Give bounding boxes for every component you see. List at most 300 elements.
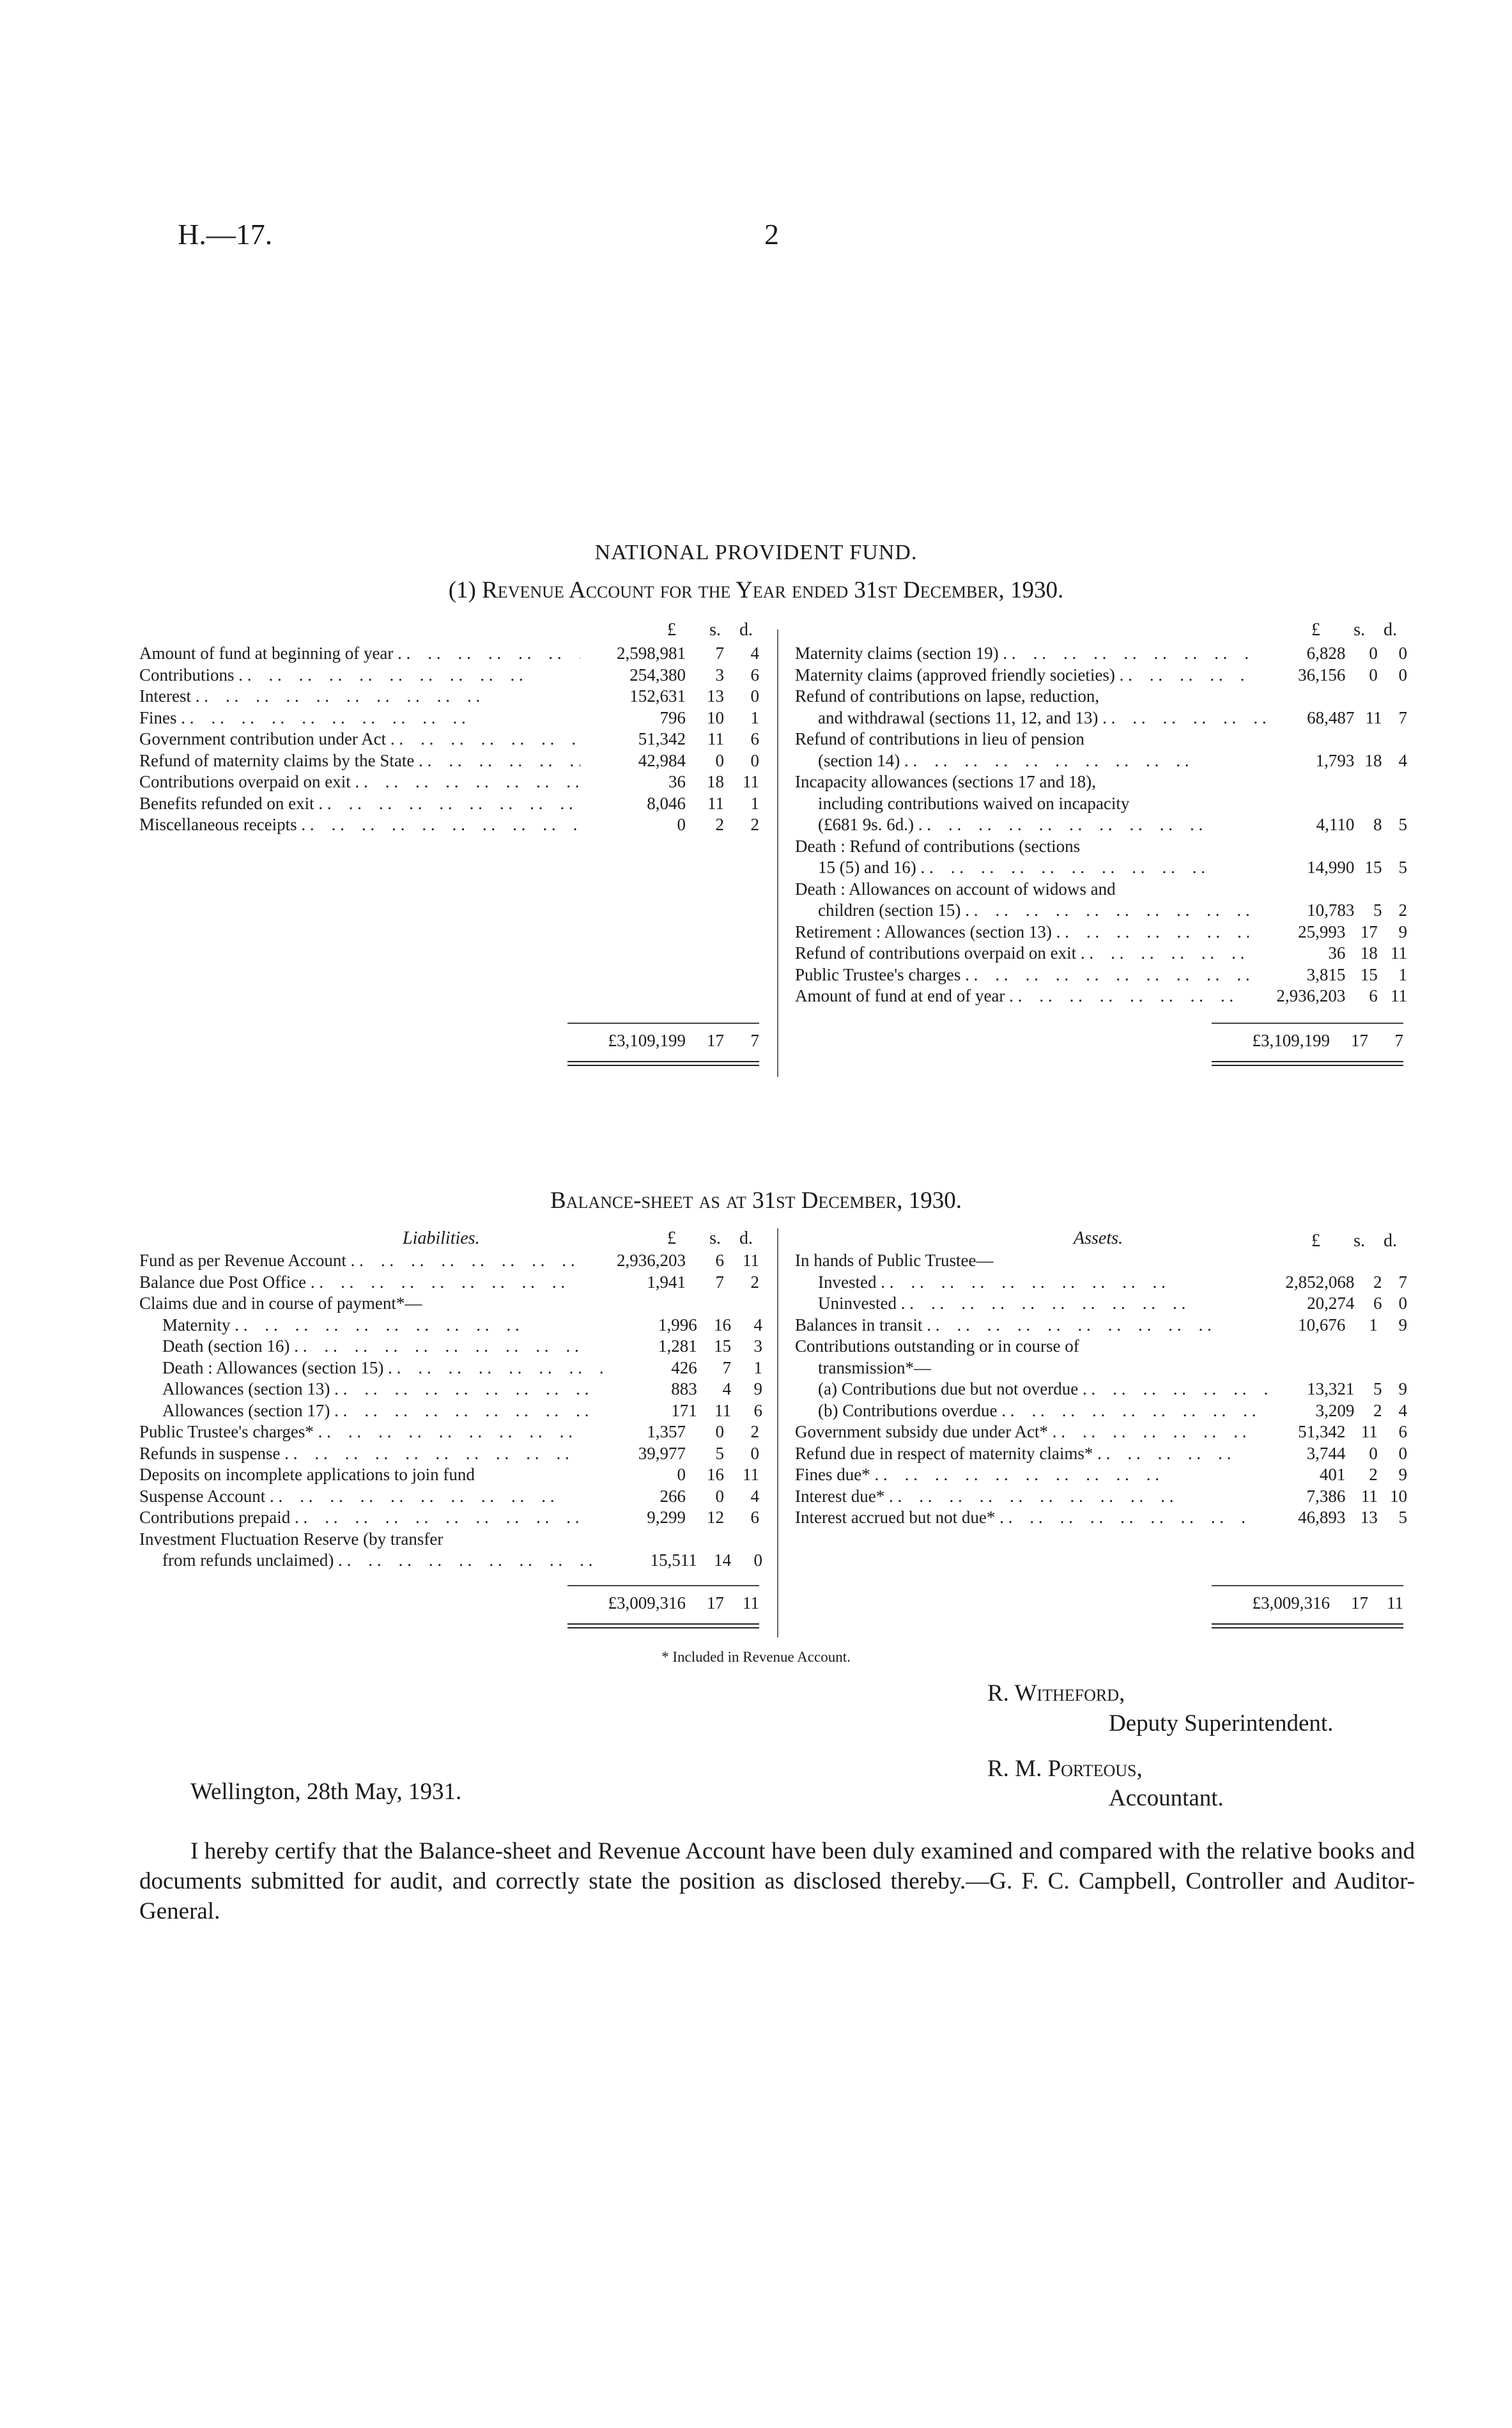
row-label: Retirement : Allowances (section 13) . . [795, 922, 1249, 943]
pounds-cell: 1,996 [658, 1315, 697, 1334]
pence-cell: 11 [743, 1251, 759, 1270]
balance-divider [777, 1228, 778, 1637]
table-row [795, 836, 1407, 858]
row-label: Refund due in respect of maternity claims* . . [795, 1443, 1249, 1465]
auditor-certification: I hereby certify that the Balance-sheet and Revenue Account have been duly examined and compared with the relative books and documents submitted for audit, and correctly state the position as disclosed thereby.—G. F. C. Campbell, Controller and Auditor-General. [139, 1838, 1415, 1924]
shillings-cell [1345, 771, 1377, 793]
revenue-left-total-rule [567, 1023, 759, 1024]
pounds-cell: 13,321 [1307, 1379, 1355, 1398]
row-label: Balance due Post Office . . [139, 1272, 580, 1294]
table-row [139, 771, 762, 793]
pounds-cell: 8,046 [647, 793, 686, 813]
pounds-cell [1249, 771, 1345, 793]
pound-header: £ [667, 620, 676, 640]
pence-cell: 7 [1398, 708, 1408, 727]
shillings-cell: 4 [722, 1379, 732, 1398]
pence-cell: 6 [1398, 1422, 1407, 1441]
row-label: Contributions . . [139, 665, 580, 686]
total-shillings: 17 [707, 1031, 724, 1050]
pounds-cell: 1,281 [658, 1336, 697, 1356]
pence-cell: 9 [1398, 1379, 1408, 1398]
pence-cell: 0 [1398, 1443, 1407, 1463]
pounds-cell: 42,984 [638, 750, 686, 770]
table-row [795, 922, 1407, 943]
pence-cell: 1 [753, 1357, 762, 1377]
shillings-cell: 0 [715, 750, 724, 770]
revenue-right-currency-header [1256, 620, 1403, 640]
pence-cell [1378, 879, 1407, 901]
row-label: Interest due* . . [795, 1486, 1249, 1508]
pence-cell: 5 [1398, 815, 1408, 834]
liabilities-heading: Liabilities. [403, 1228, 480, 1248]
pence-cell [724, 1529, 759, 1550]
shilling-header: s. [1354, 620, 1365, 640]
table-row [795, 1272, 1407, 1294]
pence-cell: 11 [1391, 986, 1407, 1005]
row-label: Deposits on incomplete applications to join fund [139, 1465, 475, 1484]
pounds-cell: 171 [671, 1400, 697, 1420]
pounds-cell: 14,990 [1307, 858, 1355, 877]
shillings-cell: 11 [1361, 1422, 1378, 1441]
row-label: Refund of contributions in lieu of pension [795, 729, 1084, 748]
signature-2-title: Accountant. [1109, 1785, 1224, 1811]
table-row [139, 708, 762, 729]
pounds-cell [1249, 686, 1345, 708]
revenue-left-total-double-rule [567, 1061, 759, 1066]
row-label: Fund as per Revenue Account . . [139, 1250, 580, 1272]
pounds-cell: 68,487 [1307, 708, 1355, 727]
shillings-cell: 5 [1373, 1379, 1382, 1398]
pence-cell: 0 [1398, 665, 1407, 684]
pounds-cell: 1,357 [647, 1422, 686, 1441]
pence-cell [724, 1293, 759, 1315]
balance-right-currency-header [1256, 1231, 1403, 1251]
row-label: Fines . . [139, 708, 580, 729]
pence-cell: 9 [1398, 922, 1407, 941]
pence-cell: 0 [750, 750, 759, 770]
table-row [795, 1486, 1407, 1508]
total-shillings: 17 [707, 1593, 724, 1612]
assets-total [1212, 1593, 1407, 1614]
shillings-cell: 2 [1373, 1272, 1382, 1292]
row-label: Amount of fund at end of year . . [795, 986, 1249, 1007]
shillings-cell [1345, 686, 1377, 708]
pounds-cell [1272, 793, 1354, 815]
pounds-cell: 796 [660, 708, 686, 727]
row-label: Contributions prepaid . . [139, 1507, 580, 1529]
pence-cell: 10 [1390, 1486, 1407, 1506]
signature-1-name: R. Witheford, [987, 1680, 1125, 1706]
pence-cell: 11 [743, 772, 759, 791]
assets-heading: Assets. [1074, 1228, 1123, 1248]
row-label: Public Trustee's charges* . . [139, 1421, 580, 1443]
pounds-cell: 51,342 [638, 729, 686, 748]
row-label: Death (section 16) . . [139, 1336, 603, 1357]
total-shillings: 17 [1351, 1031, 1368, 1050]
row-label: Interest accrued but not due* . . [795, 1507, 1249, 1529]
table-row [139, 1272, 762, 1294]
balance-left-total-double-rule [567, 1623, 759, 1628]
table-row [795, 686, 1407, 708]
shillings-cell: 13 [1360, 1508, 1378, 1527]
revenue-right-total-rule [1212, 1023, 1403, 1024]
pounds-cell: 46,893 [1298, 1508, 1346, 1527]
pence-cell: 1 [750, 793, 759, 813]
pence-header: d. [1384, 620, 1397, 640]
shillings-cell [686, 1293, 724, 1315]
pence-cell: 4 [750, 1486, 759, 1506]
table-row [795, 708, 1407, 729]
pence-cell: 6 [750, 1508, 759, 1527]
pound-header: £ [667, 1228, 676, 1248]
place-date: Wellington, 28th May, 1931. [190, 1779, 462, 1805]
revenue-account-heading: (1) Revenue Account for the Year ended 31st December, 1930. [448, 577, 1064, 603]
table-row [139, 750, 762, 772]
shillings-cell: 18 [707, 772, 724, 791]
shillings-cell [1345, 879, 1377, 901]
pounds-cell: 3,815 [1306, 964, 1346, 984]
pounds-cell: 0 [677, 815, 686, 834]
row-label: (£681 9s. 6d.) . . [795, 814, 1272, 836]
shillings-cell [1354, 1357, 1382, 1379]
signature-2-name: R. M. Porteous, [987, 1756, 1143, 1782]
shillings-cell: 13 [707, 686, 724, 706]
shillings-cell: 10 [707, 708, 724, 727]
shillings-cell: 16 [707, 1465, 724, 1484]
shillings-cell [686, 1529, 724, 1550]
shillings-cell: 18 [1360, 943, 1378, 963]
shillings-cell: 3 [715, 665, 724, 684]
pence-cell: 0 [750, 686, 759, 706]
row-label: In hands of Public Trustee— [795, 1251, 994, 1270]
row-label: Contributions outstanding or in course of [795, 1336, 1079, 1356]
table-row [795, 1293, 1407, 1315]
pence-cell: 2 [750, 815, 759, 834]
pence-cell: 0 [1398, 644, 1407, 663]
pounds-cell: 51,342 [1298, 1422, 1346, 1441]
pounds-cell: 25,993 [1298, 922, 1346, 941]
row-label: Amount of fund at beginning of year . . [139, 643, 580, 665]
shillings-cell: 0 [1369, 1443, 1378, 1463]
pence-cell: 0 [1398, 1294, 1408, 1313]
shilling-header: s. [1354, 1231, 1365, 1251]
row-label: Miscellaneous receipts . . [139, 814, 580, 836]
pounds-cell: 4,110 [1316, 815, 1355, 834]
shillings-cell [1345, 1336, 1377, 1357]
shillings-cell: 15 [1360, 964, 1378, 984]
table-row [139, 729, 762, 750]
pence-cell [1378, 836, 1407, 858]
table-row [795, 1464, 1407, 1486]
pounds-cell: 3,744 [1306, 1443, 1346, 1463]
shillings-cell: 17 [1360, 922, 1378, 941]
table-row [795, 857, 1407, 879]
pence-cell [1378, 686, 1407, 708]
row-label: Government contribution under Act . . [139, 729, 580, 750]
shillings-cell: 0 [715, 1486, 724, 1506]
shillings-cell: 15 [714, 1336, 732, 1356]
row-label: Allowances (section 13) . . [139, 1379, 603, 1400]
pounds-cell: 10,783 [1307, 901, 1355, 920]
row-label: from refunds unclaimed) . . [139, 1550, 603, 1572]
pence-cell: 4 [1398, 750, 1408, 770]
table-row [795, 814, 1407, 836]
shillings-cell: 7 [715, 644, 724, 663]
row-label: Investment Fluctuation Reserve (by transfer [139, 1529, 444, 1549]
shillings-cell: 2 [1373, 1400, 1382, 1420]
shillings-cell: 15 [1364, 858, 1382, 877]
shillings-cell [1345, 1250, 1377, 1272]
revenue-receipts-table [139, 643, 762, 836]
table-row [795, 900, 1407, 922]
pounds-cell: 1,793 [1315, 750, 1355, 770]
revenue-right-total [1212, 1030, 1407, 1052]
row-label: (section 14) . . [795, 750, 1272, 772]
pence-cell: 5 [1398, 1508, 1407, 1527]
fund-title: NATIONAL PROVIDENT FUND. [594, 541, 918, 564]
pounds-cell [580, 1529, 686, 1550]
pound-header: £ [1311, 620, 1320, 640]
pounds-cell: 2,936,203 [617, 1251, 686, 1270]
pounds-cell: 10,676 [1298, 1315, 1346, 1334]
pence-header: d. [739, 1228, 753, 1248]
pence-cell: 4 [750, 644, 759, 663]
row-label: (b) Contributions overdue . . [795, 1400, 1272, 1422]
pounds-cell: 401 [1319, 1465, 1346, 1484]
row-label: Maternity claims (section 19) . . [795, 643, 1249, 665]
total-pence: 11 [743, 1593, 759, 1612]
pounds-cell [1249, 1336, 1345, 1357]
table-row [795, 643, 1407, 665]
pounds-cell: 1,941 [647, 1272, 686, 1292]
pence-cell: 0 [750, 1443, 759, 1463]
shillings-cell: 7 [722, 1357, 732, 1377]
shillings-cell: 16 [714, 1315, 732, 1334]
row-label: Uninvested . . [795, 1293, 1272, 1315]
table-row [795, 943, 1407, 964]
table-row [795, 1400, 1407, 1422]
revenue-left-total [567, 1030, 762, 1052]
balance-right-total-rule [1212, 1585, 1403, 1586]
shilling-header: s. [709, 1228, 721, 1248]
shillings-cell: 11 [707, 729, 724, 748]
total-pounds: £3,009,316 [608, 1593, 686, 1612]
table-row [139, 1357, 762, 1379]
pence-cell: 11 [1391, 943, 1407, 963]
shillings-cell: 11 [707, 793, 724, 813]
shillings-cell: 6 [1373, 1294, 1382, 1313]
shillings-cell: 7 [715, 1272, 724, 1292]
pounds-cell: 7,386 [1306, 1486, 1346, 1506]
balance-sheet-heading: Balance-sheet as at 31st December, 1930. [550, 1187, 962, 1214]
table-row [139, 643, 762, 665]
row-label: Government subsidy due under Act* . . [795, 1421, 1249, 1443]
pence-cell: 7 [1398, 1272, 1408, 1292]
shillings-cell: 0 [715, 1422, 724, 1441]
table-row [795, 986, 1407, 1007]
pence-cell: 11 [743, 1465, 759, 1484]
shillings-cell: 11 [714, 1400, 732, 1420]
table-row [795, 750, 1407, 772]
row-label: children (section 15) . . [795, 900, 1272, 922]
pounds-cell: 426 [671, 1357, 697, 1377]
shillings-cell: 2 [1369, 1465, 1378, 1484]
pence-cell: 6 [750, 665, 759, 684]
shillings-cell: 11 [1361, 1486, 1378, 1506]
total-pence: 7 [750, 1031, 759, 1050]
table-row [795, 729, 1407, 750]
pounds-cell [1249, 879, 1345, 901]
balance-left-total-rule [567, 1585, 759, 1586]
pounds-cell: 254,380 [629, 665, 686, 684]
footnote: * Included in Revenue Account. [661, 1649, 851, 1665]
balance-right-total-double-rule [1212, 1623, 1403, 1628]
table-row [795, 1357, 1407, 1379]
table-row [795, 1250, 1407, 1272]
shillings-cell [1354, 793, 1382, 815]
shillings-cell [1345, 729, 1377, 750]
pounds-cell: 15,511 [650, 1550, 697, 1570]
table-row [795, 1507, 1407, 1529]
pence-cell: 6 [750, 729, 759, 748]
pounds-cell: 0 [677, 1465, 686, 1484]
pence-cell: 4 [753, 1315, 762, 1334]
pence-cell: 9 [1398, 1315, 1407, 1334]
pence-cell [1378, 729, 1407, 750]
table-row [139, 1400, 762, 1422]
row-label: Death : Allowances (section 15) . . [139, 1357, 603, 1379]
row-label: Maternity claims (approved friendly societies) . . [795, 665, 1249, 686]
signature-1-title: Deputy Superintendent. [1109, 1710, 1334, 1736]
pence-cell: 1 [1398, 964, 1407, 984]
pounds-cell: 2,598,981 [617, 644, 686, 663]
row-label: including contributions waived on incapacity [818, 793, 1130, 813]
table-row [139, 793, 762, 815]
pence-cell: 1 [750, 708, 759, 727]
total-pounds: £3,009,316 [1252, 1593, 1330, 1612]
table-row [795, 771, 1407, 793]
table-row [795, 879, 1407, 901]
row-label: (a) Contributions due but not overdue . . [795, 1379, 1272, 1400]
table-row [795, 1315, 1407, 1336]
table-row [139, 1293, 762, 1315]
table-row [795, 1421, 1407, 1443]
table-row [139, 1464, 762, 1486]
table-row [139, 686, 762, 708]
table-row [795, 1443, 1407, 1465]
pence-cell [1382, 1357, 1407, 1379]
document-code: H.—17. [178, 218, 273, 251]
row-label: Claims due and in course of payment*— [139, 1294, 422, 1313]
row-label: Benefits refunded on exit . . [139, 793, 580, 815]
assets-table [795, 1250, 1407, 1529]
shillings-cell: 6 [715, 1251, 724, 1270]
pounds-cell: 39,977 [638, 1443, 686, 1463]
pounds-cell: 266 [660, 1486, 686, 1506]
shillings-cell: 1 [1369, 1315, 1378, 1334]
row-label: Public Trustee's charges . . [795, 964, 1249, 986]
row-label: Interest . . [139, 686, 580, 708]
table-row [139, 1379, 762, 1400]
revenue-payments-table [795, 643, 1407, 1007]
row-label: Refund of maternity claims by the State . . [139, 750, 580, 772]
pounds-cell: 36 [1328, 943, 1346, 963]
pounds-cell: 36 [668, 772, 686, 791]
table-row [139, 1507, 762, 1529]
shillings-cell: 2 [715, 815, 724, 834]
revenue-right-total-double-rule [1212, 1061, 1403, 1066]
pence-cell: 4 [1398, 1400, 1408, 1420]
table-row [139, 665, 762, 686]
liabilities-table [139, 1250, 762, 1572]
shillings-cell: 12 [707, 1508, 724, 1527]
row-label: Suspense Account . . [139, 1486, 580, 1508]
row-label: Refund of contributions overpaid on exit . . [795, 943, 1249, 964]
row-label: Fines due* . . [795, 1464, 1249, 1486]
table-row [139, 1550, 762, 1572]
pounds-cell [1249, 729, 1345, 750]
pounds-cell: 3,209 [1315, 1400, 1355, 1420]
total-shillings: 17 [1351, 1593, 1368, 1612]
shillings-cell [1345, 836, 1377, 858]
revenue-left-currency-header [612, 620, 759, 640]
revenue-divider [777, 630, 778, 1077]
table-row [795, 665, 1407, 686]
shillings-cell: 5 [715, 1443, 724, 1463]
pounds-cell: 20,274 [1307, 1294, 1355, 1313]
row-label: Contributions overpaid on exit . . [139, 771, 580, 793]
pence-cell: 9 [1398, 1465, 1407, 1484]
row-label: Invested . . [795, 1272, 1272, 1294]
pounds-cell: 152,631 [629, 686, 686, 706]
shillings-cell: 0 [1369, 665, 1378, 684]
row-label: Refund of contributions on lapse, reduction, [795, 686, 1100, 706]
table-row [139, 1250, 762, 1272]
total-pence: 7 [1394, 1031, 1403, 1050]
table-row [139, 1421, 762, 1443]
row-label: Maternity . . [139, 1315, 603, 1336]
pounds-cell: 883 [671, 1379, 697, 1398]
shillings-cell: 6 [1369, 986, 1378, 1005]
shillings-cell: 5 [1373, 901, 1382, 920]
table-row [139, 1529, 762, 1550]
table-row [139, 1486, 762, 1508]
table-row [139, 1315, 762, 1336]
table-row [139, 1336, 762, 1357]
pence-cell: 2 [750, 1422, 759, 1441]
row-label: Death : Refund of contributions (sections [795, 836, 1081, 856]
pence-header: d. [1384, 1231, 1397, 1251]
pence-cell [1382, 793, 1407, 815]
pence-cell: 2 [750, 1272, 759, 1292]
pounds-cell [1272, 1357, 1354, 1379]
row-label: Refunds in suspense . . [139, 1443, 580, 1465]
shillings-cell: 11 [1365, 708, 1382, 727]
total-pounds: £3,109,199 [1252, 1031, 1330, 1050]
pence-header: d. [739, 620, 753, 640]
pence-cell [1378, 1250, 1407, 1272]
row-label: Incapacity allowances (sections 17 and 18), [795, 772, 1096, 791]
pence-cell: 6 [753, 1400, 762, 1420]
shillings-cell: 8 [1373, 815, 1382, 834]
row-label: and withdrawal (sections 11, 12, and 13) . . [795, 708, 1272, 729]
total-pounds: £3,109,199 [608, 1031, 686, 1050]
table-row [139, 814, 762, 836]
table-row [795, 1336, 1407, 1357]
row-label: 15 (5) and 16) . . [795, 857, 1272, 879]
pence-cell: 2 [1398, 901, 1408, 920]
table-row [139, 1443, 762, 1465]
